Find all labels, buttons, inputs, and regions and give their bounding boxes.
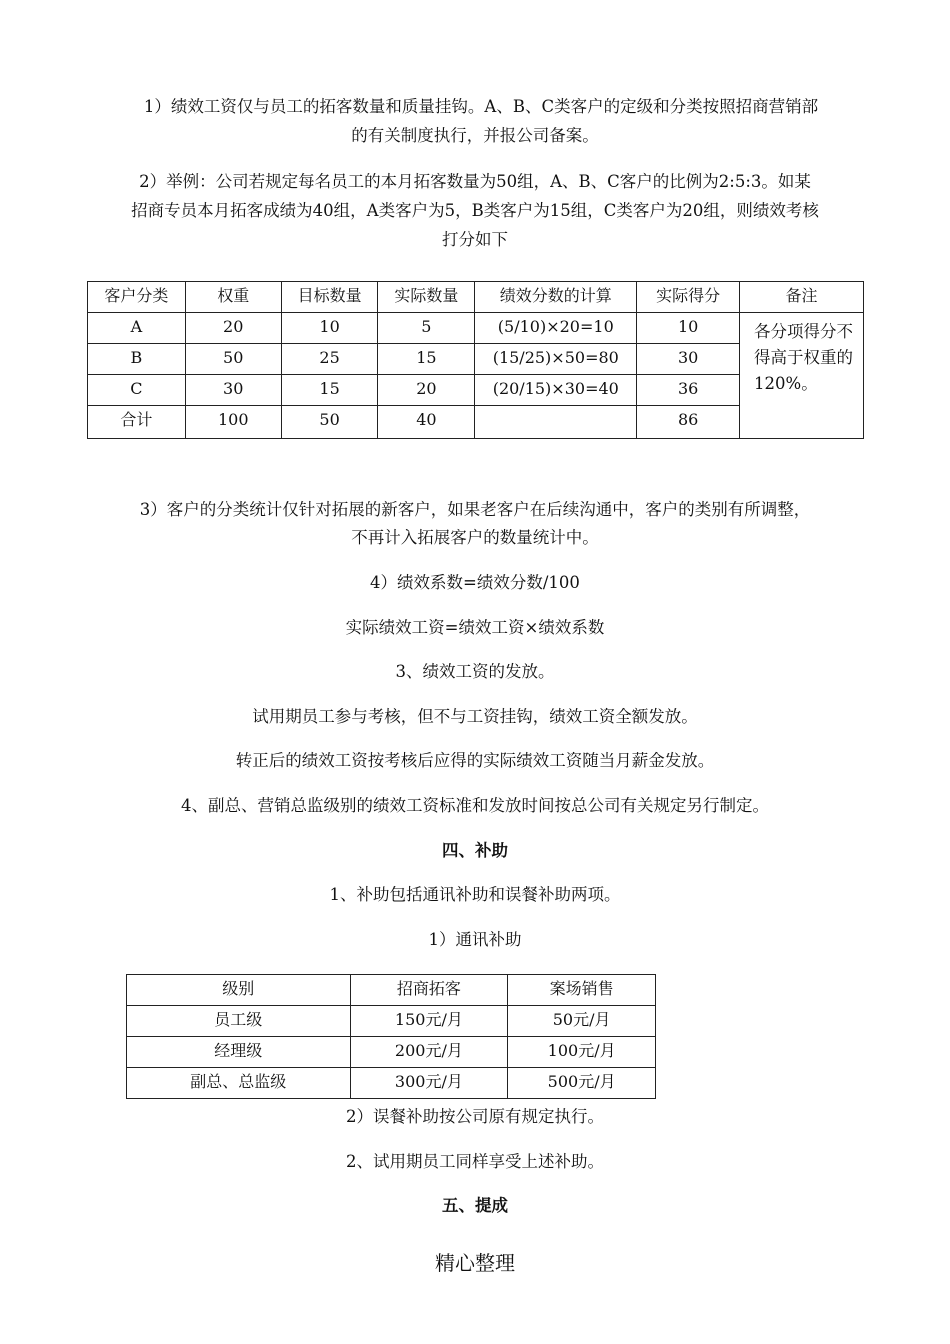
table-cell: C <box>88 375 186 406</box>
subsidy-table <box>126 974 656 1099</box>
actual-wage-formula: 实际绩效工资=绩效工资×绩效系数 <box>345 618 605 637</box>
paragraph-3-line-1: 3）客户的分类统计仅针对拓展的新客户，如果老客户在后续沟通中，客户的类别有所调整， <box>139 500 811 519</box>
paragraph-2-line-1: 2）举例：公司若规定每名员工的本月拓客数量为50组，A、B、C客户的比例为2:5:3。如某 <box>139 172 811 191</box>
table-cell: 5 <box>378 313 475 344</box>
header-cell: 实际得分 <box>637 282 740 313</box>
table-cell: 10 <box>637 313 740 344</box>
table-cell: 100元/月 <box>508 1037 656 1068</box>
header-cell: 招商拓客 <box>350 975 508 1006</box>
table-cell: (5/10)×20=10 <box>475 313 637 344</box>
table-cell: 36 <box>637 375 740 406</box>
table-cell: 50 <box>185 344 281 375</box>
section-4-paragraph: 4、副总、营销总监级别的绩效工资标准和发放时间按总公司有关规定另行制定。 <box>181 796 769 815</box>
table-cell: 100 <box>185 406 281 439</box>
table-cell: 30 <box>185 375 281 406</box>
table-cell: 500元/月 <box>508 1068 656 1099</box>
table-row <box>88 313 864 344</box>
table-cell: 86 <box>637 406 740 439</box>
header-cell: 实际数量 <box>378 282 475 313</box>
heading-subsidy: 四、补助 <box>442 841 508 860</box>
table-cell: 合计 <box>88 406 186 439</box>
heading-commission: 五、提成 <box>442 1196 508 1215</box>
table-row <box>127 1006 656 1037</box>
communication-subsidy-title: 1）通讯补助 <box>428 930 522 949</box>
table-cell: 25 <box>281 344 378 375</box>
table-cell: 经理级 <box>127 1037 351 1068</box>
header-cell: 备注 <box>740 282 864 313</box>
table-cell: A <box>88 313 186 344</box>
probation-subsidy-paragraph: 2、试用期员工同样享受上述补助。 <box>346 1152 604 1171</box>
header-cell: 权重 <box>185 282 281 313</box>
table-cell: 10 <box>281 313 378 344</box>
header-cell: 客户分类 <box>88 282 186 313</box>
table-cell: 150元/月 <box>350 1006 508 1037</box>
table-cell: 50元/月 <box>508 1006 656 1037</box>
table-cell: 50 <box>281 406 378 439</box>
table-cell: 15 <box>378 344 475 375</box>
header-cell: 级别 <box>127 975 351 1006</box>
paragraph-3-line-2: 不再计入拓展客户的数量统计中。 <box>351 528 599 547</box>
table-row <box>127 1037 656 1068</box>
table-cell: 20 <box>185 313 281 344</box>
meal-subsidy-paragraph: 2）误餐补助按公司原有规定执行。 <box>346 1107 604 1126</box>
performance-score-table <box>87 281 864 439</box>
paragraph-2-line-3: 打分如下 <box>442 230 508 249</box>
paragraph-1-line-1: 1）绩效工资仅与员工的拓客数量和质量挂钩。A、B、C类客户的定级和分类按照招商营销部 <box>143 97 819 116</box>
table-header-row <box>88 282 864 313</box>
header-cell: 绩效分数的计算 <box>475 282 637 313</box>
probation-paragraph: 试用期员工参与考核，但不与工资挂钩，绩效工资全额发放。 <box>252 707 698 726</box>
table-cell: (15/25)×50=80 <box>475 344 637 375</box>
table-cell: 员工级 <box>127 1006 351 1037</box>
table-cell: 300元/月 <box>350 1068 508 1099</box>
subsidy-intro: 1、补助包括通讯补助和误餐补助两项。 <box>329 885 621 904</box>
performance-coefficient: 4）绩效系数=绩效分数/100 <box>370 573 580 592</box>
regular-paragraph: 转正后的绩效工资按考核后应得的实际绩效工资随当月薪金发放。 <box>235 751 715 770</box>
paragraph-2-line-2: 招商专员本月拓客成绩为40组，A类客户为5，B类客户为15组，C类客户为20组，则绩效考核 <box>131 201 819 220</box>
header-cell: 案场销售 <box>508 975 656 1006</box>
page-footer: 精心整理 <box>435 1251 515 1275</box>
table-cell: 20 <box>378 375 475 406</box>
header-cell: 目标数量 <box>281 282 378 313</box>
table-cell: 200元/月 <box>350 1037 508 1068</box>
table-cell <box>475 406 637 439</box>
table-cell: 副总、总监级 <box>127 1068 351 1099</box>
table-cell: B <box>88 344 186 375</box>
table-cell: 30 <box>637 344 740 375</box>
note-cell: 各分项得分不得高于权重的120%。 <box>740 313 864 439</box>
table-cell: 15 <box>281 375 378 406</box>
table-header-row <box>127 975 656 1006</box>
table-row <box>127 1068 656 1099</box>
section-3-title: 3、绩效工资的发放。 <box>395 662 555 681</box>
table-cell: 40 <box>378 406 475 439</box>
table-cell: (20/15)×30=40 <box>475 375 637 406</box>
paragraph-1-line-2: 的有关制度执行，并报公司备案。 <box>351 126 599 145</box>
